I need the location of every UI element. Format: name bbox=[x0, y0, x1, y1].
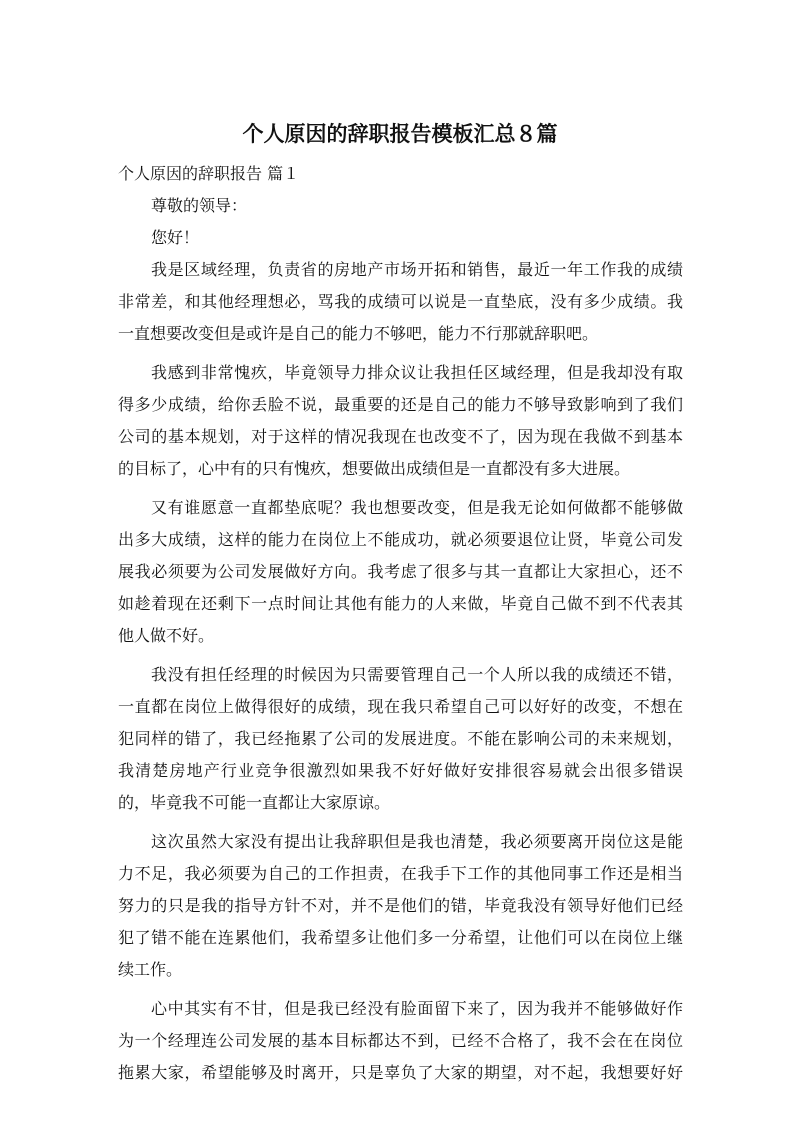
paragraph-line: 这次虽然大家没有提出让我辞职但是我也清楚，我必须要离开岗位这是能 bbox=[151, 832, 683, 851]
paragraph-line: 又有谁愿意一直都垫底呢？我也想要改变，但是我无论如何做都不能够做 bbox=[151, 498, 683, 517]
paragraph-line: 一直都在岗位上做得很好的成绩，现在我只希望自己可以好好的改变，不想在 bbox=[118, 697, 683, 716]
paragraph-line: 得多少成绩，给你丢脸不说，最重要的还是自己的能力不够导致影响到了我们 bbox=[118, 395, 683, 414]
paragraph-line: 我感到非常愧疚，毕竟领导力排众议让我担任区域经理，但是我却没有取 bbox=[151, 363, 683, 382]
paragraph-line: 拖累大家，希望能够及时离开，只是辜负了大家的期望，对不起，我想要好好 bbox=[118, 1063, 683, 1082]
paragraph-line: 如趁着现在还剩下一点时间让其他有能力的人来做，毕竟自己做不到不代表其 bbox=[118, 594, 683, 613]
paragraph-line: 犯同样的错了，我已经拖累了公司的发展进度。不能在影响公司的未来规划， bbox=[118, 729, 683, 748]
paragraph-line: 我没有担任经理的时候因为只需要管理自己一个人所以我的成绩还不错， bbox=[151, 665, 683, 684]
paragraph bbox=[118, 357, 683, 485]
paragraph-line: 犯了错不能在连累他们，我希望多让他们多一分希望，让他们可以在岗位上继 bbox=[118, 928, 683, 947]
paragraph-line: 非常差，和其他经理想必，骂我的成绩可以说是一直垫底，没有多少成绩。我 bbox=[118, 292, 683, 311]
paragraph-line: 他人做不好。 bbox=[118, 626, 215, 645]
paragraph-line: 的目标了，心中有的只有愧疚，想要做出成绩但是一直都没有多大进展。 bbox=[118, 459, 631, 478]
paragraph-line: 努力的只是我的指导方针不对，并不是他们的错，毕竟我没有领导好他们已经 bbox=[118, 896, 683, 915]
paragraph bbox=[118, 659, 683, 819]
salutation: 尊敬的领导： bbox=[151, 196, 248, 215]
paragraph-line: 为一个经理连公司发展的基本目标都达不到，已经不合格了，我不会在在岗位 bbox=[118, 1031, 683, 1050]
paragraph-line: 公司的基本规划，对于这样的情况我现在也改变不了，因为现在我做不到基本 bbox=[118, 427, 683, 446]
document-title: 个人原因的辞职报告模板汇总８篇 bbox=[242, 122, 558, 146]
greeting: 您好！ bbox=[151, 228, 200, 247]
paragraph-line: 出多大成绩，这样的能力在岗位上不能成功，就必须要退位让贤，毕竟公司发 bbox=[118, 530, 683, 549]
paragraph-line: 续工作。 bbox=[118, 960, 183, 979]
paragraph bbox=[118, 492, 683, 652]
paragraph bbox=[118, 826, 683, 986]
paragraph-line: 力不足，我必须要为自己的工作担责，在我手下工作的其他同事工作还是相当 bbox=[118, 864, 683, 883]
document-body bbox=[118, 158, 683, 1096]
paragraph-line: 一直想要改变但是或许是自己的能力不够吧，能力不行那就辞职吧。 bbox=[118, 324, 599, 343]
paragraph-line: 心中其实有不甘，但是我已经没有脸面留下来了，因为我并不能够做好作 bbox=[151, 999, 683, 1018]
section-heading: 个人原因的辞职报告 篇１ bbox=[118, 164, 300, 183]
paragraph-line: 我是区域经理，负责省的房地产市场开拓和销售，最近一年工作我的成绩 bbox=[151, 260, 683, 279]
paragraph-line: 展我必须要为公司发展做好方向。我考虑了很多与其一直都让大家担心，还不 bbox=[118, 562, 683, 581]
paragraph-line: 的，毕竟我不可能一直都让大家原谅。 bbox=[118, 793, 391, 812]
paragraph-line: 我清楚房地产行业竞争很激烈如果我不好好做好安排很容易就会出很多错误 bbox=[118, 761, 683, 780]
paragraph bbox=[118, 993, 683, 1089]
paragraph bbox=[118, 254, 683, 350]
